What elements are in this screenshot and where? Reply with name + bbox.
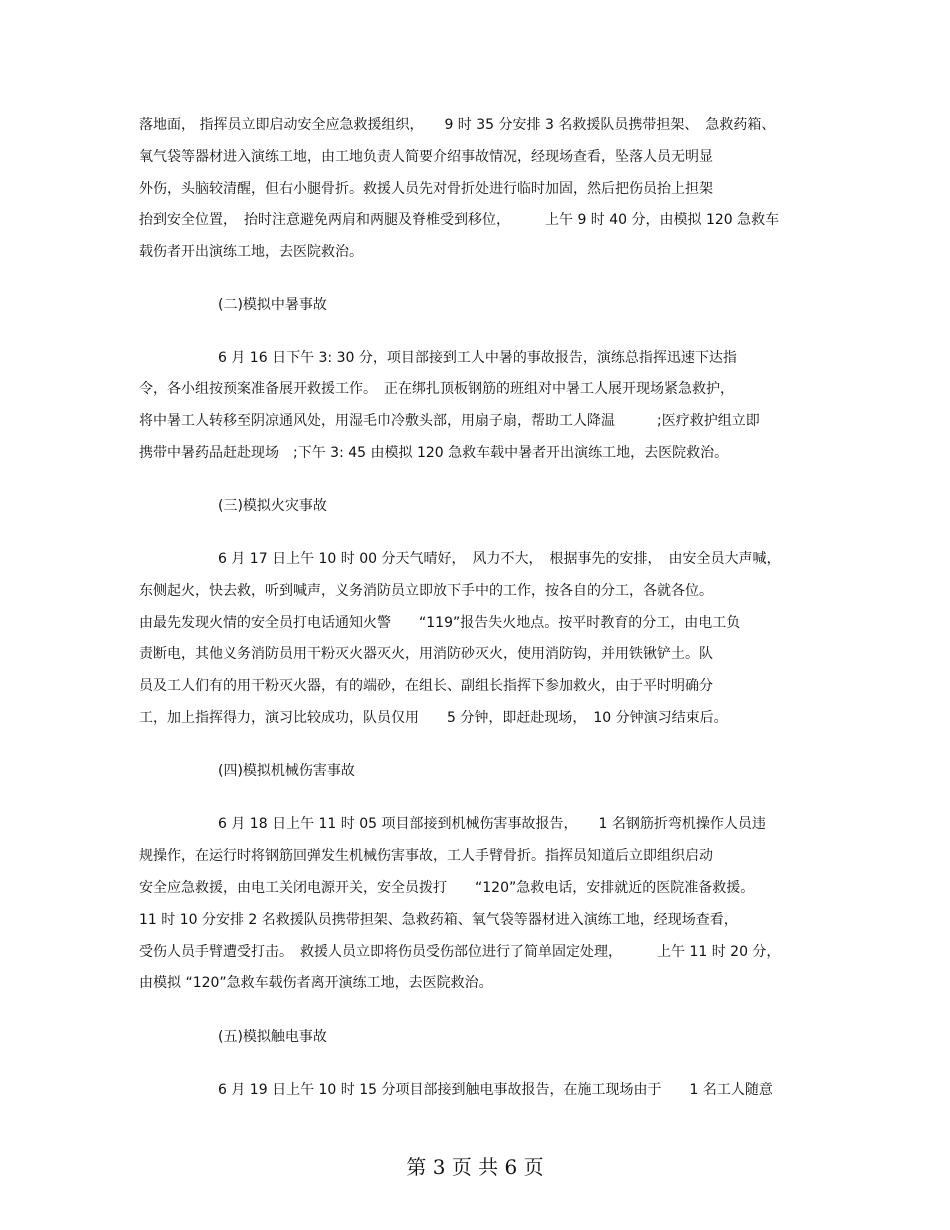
body-line: 6 月 17 日上午 10 时 00 分天气晴好， 风力不大， 根据事先的安排， 由安全员大声喊， <box>218 551 781 567</box>
body-line: 11 时 10 分安排 2 名救援队员携带担架、急救药箱、氧气袋等器材进入演练工地，经现场查看， <box>139 912 738 928</box>
body-line: 携带中暑药品赶赴现场 ;下午 3: 45 由模拟 120 急救车载中暑者开出演练工地，去医院救治。 <box>139 445 729 461</box>
body-line: 受伤人员手臂遭受打击。 救援人员立即将伤员受伤部位进行了简单固定处理， 上午 11 时 20 分， <box>139 944 781 960</box>
body-line: 工，加上指挥得力，演习比较成功，队员仅用 5 分钟，即赶赴现场， 10 分钟演习结束后。 <box>139 710 728 726</box>
body-line: 外伤，头脑较清醒，但右小腿骨折。救援人员先对骨折处进行临时加固，然后把伤员抬上担架 <box>139 181 713 197</box>
body-line: 载伤者开出演练工地，去医院救治。 <box>139 244 363 260</box>
body-line: 落地面， 指挥员立即启动安全应急救援组织， 9 时 35 分安排 3 名救援队员携带担架、 急救药箱、 <box>139 117 776 133</box>
body-line: 抬到安全位置， 抬时注意避免两肩和两腿及脊椎受到移位， 上午 9 时 40 分，由模拟 120 急救车 <box>139 212 780 228</box>
section-heading: (三)模拟火灾事故 <box>218 498 327 514</box>
body-line: 安全应急救援，由电工关闭电源开关，安全员拨打 “120”急救电话，安排就近的医院准备救援。 <box>139 880 755 896</box>
body-line: 规操作，在运行时将钢筋回弹发生机械伤害事故，工人手臂骨折。指挥员知道后立即组织启动 <box>139 848 713 864</box>
body-line: 由最先发现火情的安全员打电话通知火警 “119”报告失火地点。按平时教育的分工，由电工负 <box>139 615 741 631</box>
body-line: 将中暑工人转移至阴凉通风处，用湿毛巾冷敷头部，用扇子扇，帮助工人降温 ;医疗救护组立即 <box>139 413 760 429</box>
page-number-footer: 第 3 页 共 6 页 <box>406 1155 544 1179</box>
body-line: 6 月 16 日下午 3: 30 分，项目部接到工人中暑的事故报告，演练总指挥迅速下达指 <box>218 350 737 366</box>
body-line: 责断电，其他义务消防员用干粉灭火器灭火，用消防砂灭火，使用消防钩，并用铁锹铲土。队 <box>139 646 713 662</box>
body-line: 6 月 18 日上午 11 时 05 项目部接到机械伤害事故报告， 1 名钢筋折弯机操作人员违 <box>218 816 766 832</box>
body-line: 氧气袋等器材进入演练工地，由工地负责人简要介绍事故情况，经现场查看，坠落人员无明显 <box>139 149 713 165</box>
body-line: 东侧起火，快去救，听到喊声，义务消防员立即放下手中的工作，按各自的分工，各就各位。 <box>139 583 713 599</box>
section-heading: (二)模拟中暑事故 <box>218 297 327 313</box>
body-line: 6 月 19 日上午 10 时 15 分项目部接到触电事故报告，在施工现场由于 1 名工人随意 <box>218 1082 773 1098</box>
body-line: 由模拟 “120”急救车载伤者离开演练工地，去医院救治。 <box>139 975 493 991</box>
body-line: 员及工人们有的用干粉灭火器，有的端砂，在组长、副组长指挥下参加救火，由于平时明确分 <box>139 678 713 694</box>
body-line: 令，各小组按预案准备展开救援工作。 正在绑扎顶板钢筋的班组对中暑工人展开现场紧急救护， <box>139 381 734 397</box>
section-heading: (五)模拟触电事故 <box>218 1029 327 1045</box>
section-heading: (四)模拟机械伤害事故 <box>218 763 355 779</box>
